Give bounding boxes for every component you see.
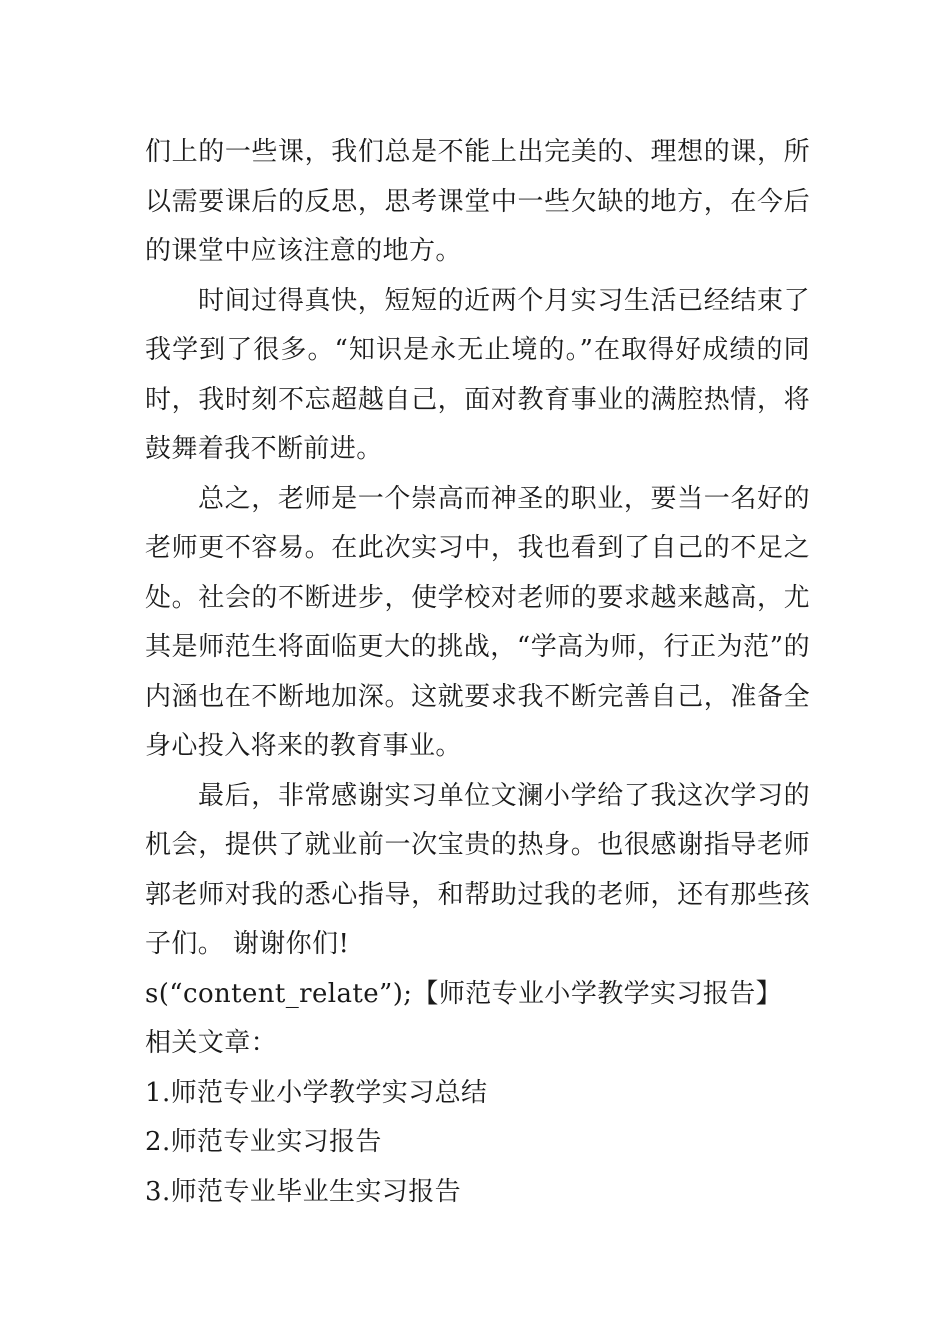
paragraph-thanks: 最后，非常感谢实习单位文澜小学给了我这次学习的机会，提供了就业前一次宝贵的热身。也很感谢指导老师郭老师对我的悉心指导，和帮助过我的老师，还有那些孩子们。 谢谢你们! <box>145 780 810 959</box>
related-heading: 相关文章： <box>145 1028 278 1058</box>
related-articles-list <box>145 1069 810 1218</box>
related-article-link[interactable]: 1.师范专业小学教学实习总结 <box>145 1077 488 1108</box>
document-body <box>145 128 810 1217</box>
paragraph-conclusion: 总之，老师是一个崇高而神圣的职业，要当一名好的老师更不容易。在此次实习中，我也看到了自己的不足之处。社会的不断进步，使学校对老师的要求越来越高，尤其是师范生将面临更大的挑战，“学高为师，行正为范”的内涵也在不断地加深。这就要求我不断完善自己，准备全身心投入将来的教育事业。 <box>145 483 810 761</box>
related-article-link[interactable]: 2.师范专业实习报告 <box>145 1127 382 1157</box>
related-script-line: s(“content_relate”);【师范专业小学教学实习报告】 <box>145 978 783 1009</box>
related-article-link[interactable]: 3.师范专业毕业生实习报告 <box>145 1176 462 1207</box>
paragraph-continued: 们上的一些课，我们总是不能上出完美的、理想的课，所以需要课后的反思，思考课堂中一些欠缺的地方，在今后的课堂中应该注意的地方。 <box>145 137 810 266</box>
paragraph-time-passes: 时间过得真快，短短的近两个月实习生活已经结束了我学到了很多。“知识是永无止境的。”在取得好成绩的同时，我时刻不忘超越自己，面对教育事业的满腔热情，将鼓舞着我不断前进。 <box>145 285 810 464</box>
